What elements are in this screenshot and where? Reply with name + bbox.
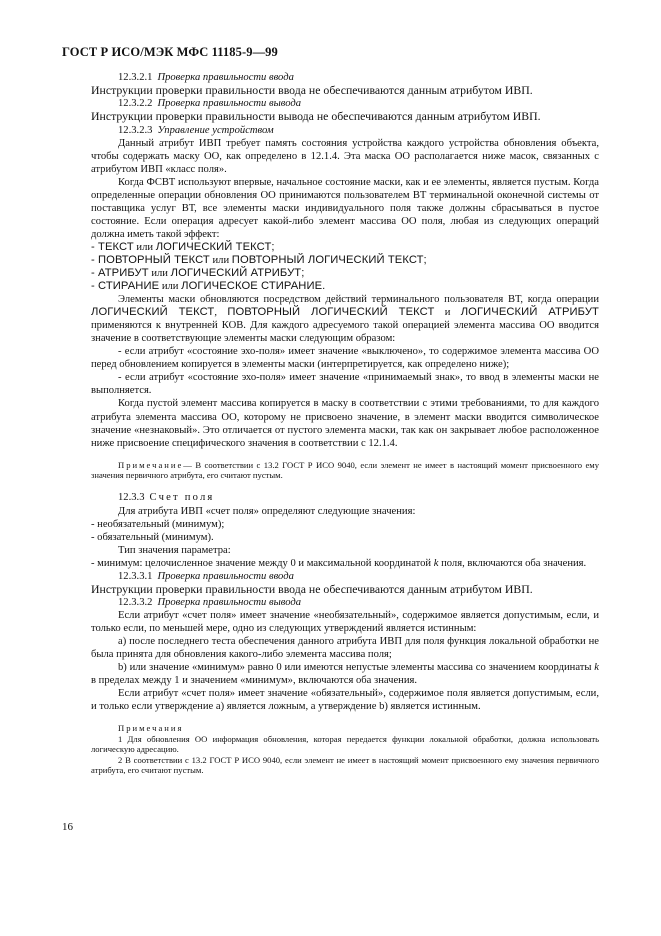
- section-number: 12.3.3.1: [118, 570, 153, 582]
- section-number: 12.3.3.2: [118, 597, 153, 609]
- text-run: Элементы маски обновляются посредством действий терминального пользователя ВТ, когда операции: [118, 294, 599, 306]
- notes-label: Примечания: [118, 723, 184, 734]
- text-run: применяются к внутренней КОВ. Для каждого адресуемого такой операцией элемента массива ОО вводится значение в соответствующие элементы маски следующим образом:: [91, 320, 599, 345]
- section-number: 12.3.3: [118, 492, 145, 504]
- operation-conjunction: или: [133, 241, 156, 253]
- note-item: 1 Для обновления ОО информация обновления, которая передается функции локальной обработки, должна использовать логическую адресацию.: [91, 733, 599, 755]
- paragraph: [91, 661, 599, 687]
- spacer: [91, 713, 599, 723]
- paragraph: [91, 557, 599, 570]
- text-run: - минимум: целочисленное значение между 0 и максимальной координатой: [91, 557, 434, 569]
- page-body: [91, 71, 599, 775]
- notes-heading: [91, 723, 599, 733]
- operation-name: ЛОГИЧЕСКИЙ ТЕКСТ;: [155, 240, 275, 253]
- note-label: Примечание: [118, 459, 184, 470]
- section-title: Управление устройством: [157, 124, 274, 136]
- paragraph: Данный атрибут ИВП требует память состояния устройства каждого устройства обновления объекта, чтобы содержать маску ОО, как определено в 12.1.4. Эта маска ОО располагается ниже масок, связанных с атрибутом ИВП «класс поля».: [91, 137, 599, 175]
- operation-conjunction: или: [148, 268, 171, 280]
- note-item: 2 В соответствии с 13.2 ГОСТ Р ИСО 9040, если элемент не имеет в настоящий момент присвоенного ему значения первичного атрибута, его считают пустым.: [91, 754, 599, 776]
- paragraph: a) после последнего теста обеспечения данного атрибута ИВП для поля функция локальной обработки не была принята для обновления какого-либо элемента массива поля;: [91, 636, 599, 661]
- operation-name: - ТЕКСТ: [91, 240, 134, 253]
- coordinate-symbol: k: [594, 662, 599, 674]
- section-heading-12-3-2-3: [91, 124, 599, 137]
- paragraph: Если атрибут «счет поля» имеет значение «обязательный», содержимое поля является допустимым, если, и только если утверждение a) является ложным, а утверждение b) является истинным.: [91, 688, 599, 713]
- text-run: ,: [214, 307, 228, 319]
- text-run: в пределах между 1 и значением «минимум», включаются оба значения.: [91, 675, 418, 687]
- operation-name: - АТРИБУТ: [91, 267, 149, 280]
- section-number: 12.3.2.2: [118, 98, 153, 110]
- paragraph: Тип значения параметра:: [118, 544, 231, 556]
- operation-conjunction: или: [209, 254, 232, 266]
- section-number: 12.3.2.1: [118, 72, 153, 83]
- section-title: Проверка правильности ввода: [157, 570, 294, 582]
- paragraph: Инструкции проверки правильности вывода не обеспечиваются данным атрибутом ИВП.: [91, 109, 541, 124]
- note: [91, 460, 599, 481]
- paragraph: Инструкции проверки правильности ввода не обеспечиваются данным атрибутом ИВП.: [91, 581, 533, 596]
- paragraph: Инструкции проверки правильности ввода не обеспечиваются данным атрибутом ИВП.: [91, 83, 533, 98]
- paragraph: Когда пустой элемент массива копируется в маску в соответствии с этими требованиями, то для каждого атрибута элемента массива ОО, которому не присвоено значение, в элемент маски вводится символическое значение «незнаковый». Это отличается от пустого элемента маски, так как он закрывает любое расположенное ниже присвоение специфического значения в соответствии с 12.1.4.: [91, 398, 599, 449]
- spacer: [91, 480, 599, 491]
- operation-name: - СТИРАНИЕ: [91, 280, 160, 293]
- section-heading-12-3-3: [91, 491, 599, 504]
- section-title: Проверка правильности ввода: [157, 72, 294, 83]
- running-header: ГОСТ Р ИСО/МЭК МФС 11185-9—99: [62, 45, 278, 59]
- operation-name: - ПОВТОРНЫЙ ТЕКСТ: [91, 253, 210, 266]
- section-heading-12-3-3-1: [91, 570, 599, 583]
- list-item: - обязательный (минимум).: [91, 531, 214, 543]
- section-title: Проверка правильности вывода: [157, 597, 302, 609]
- text-run: b) или значение «минимум» равно 0 или имеются непустые элементы массива со значением координаты: [118, 662, 595, 674]
- paragraph: Для атрибута ИВП «счет поля» определяют следующие значения:: [118, 505, 416, 517]
- operation-list-item: [91, 267, 599, 280]
- spacer: [91, 450, 599, 460]
- section-heading-12-3-3-2: [91, 596, 599, 609]
- paragraph: Если атрибут «счет поля» имеет значение «необязательный», содержимое является допустимым, если, и только если, по меньшей мере, одно из следующих утверждений является истинным:: [91, 610, 599, 635]
- operation-list-item: [91, 254, 599, 267]
- page-number: 16: [62, 821, 73, 833]
- section-title: Проверка правильности вывода: [157, 98, 302, 110]
- section-title: Счет поля: [149, 492, 215, 504]
- operation-name: ЛОГИЧЕСКИЙ АТРИБУТ;: [170, 267, 305, 280]
- text-run: и: [434, 307, 461, 319]
- operation-name: ПОВТОРНЫЙ ЛОГИЧЕСКИЙ ТЕКСТ: [227, 306, 435, 319]
- paragraph: Когда ФСВТ используют впервые, начальное состояние маски, как и ее элементы, является пустым. Когда определенные операции обновления ОО принимаются пользователем ВТ терминальной оконечной системы от поставщика услуг ВТ, все элементы маски индивидуального поля также должны сбрасываться в пустое состояние. Если операция адресует какой-либо элемент массива ОО поля, любая из следующих операций должна иметь такой эффект:: [91, 176, 599, 240]
- note-text: — В соответствии с 13.2 ГОСТ Р ИСО 9040, если элемент не имеет в настоящий момент присвоенного ему значения первичного атрибута, его считают пустым.: [91, 459, 599, 481]
- operation-list-item: [91, 280, 599, 293]
- operation-list-item: [91, 241, 599, 254]
- operation-name: ЛОГИЧЕСКИЙ АТРИБУТ: [460, 306, 599, 319]
- operation-name: ЛОГИЧЕСКОЕ СТИРАНИЕ.: [181, 280, 326, 293]
- operation-name: ЛОГИЧЕСКИЙ ТЕКСТ: [91, 306, 215, 319]
- paragraph: [91, 293, 599, 345]
- coordinate-symbol: k: [433, 557, 439, 569]
- list-item: - необязательный (минимум);: [91, 518, 225, 530]
- text-run: поля, включаются оба значения.: [438, 557, 587, 569]
- operation-name: ПОВТОРНЫЙ ЛОГИЧЕСКИЙ ТЕКСТ;: [231, 253, 427, 266]
- operation-conjunction: или: [159, 281, 182, 293]
- paragraph: - если атрибут «состояние эхо-поля» имеет значение «принимаемый знак», то ввод в элементы маски не выполняется.: [91, 372, 599, 397]
- paragraph: - если атрибут «состояние эхо-поля» имеет значение «выключено», то содержимое элемента массива ОО перед обновлением копируется в элементы маски (интерпретируется, как определено ниже);: [91, 346, 599, 371]
- section-number: 12.3.2.3: [118, 124, 153, 136]
